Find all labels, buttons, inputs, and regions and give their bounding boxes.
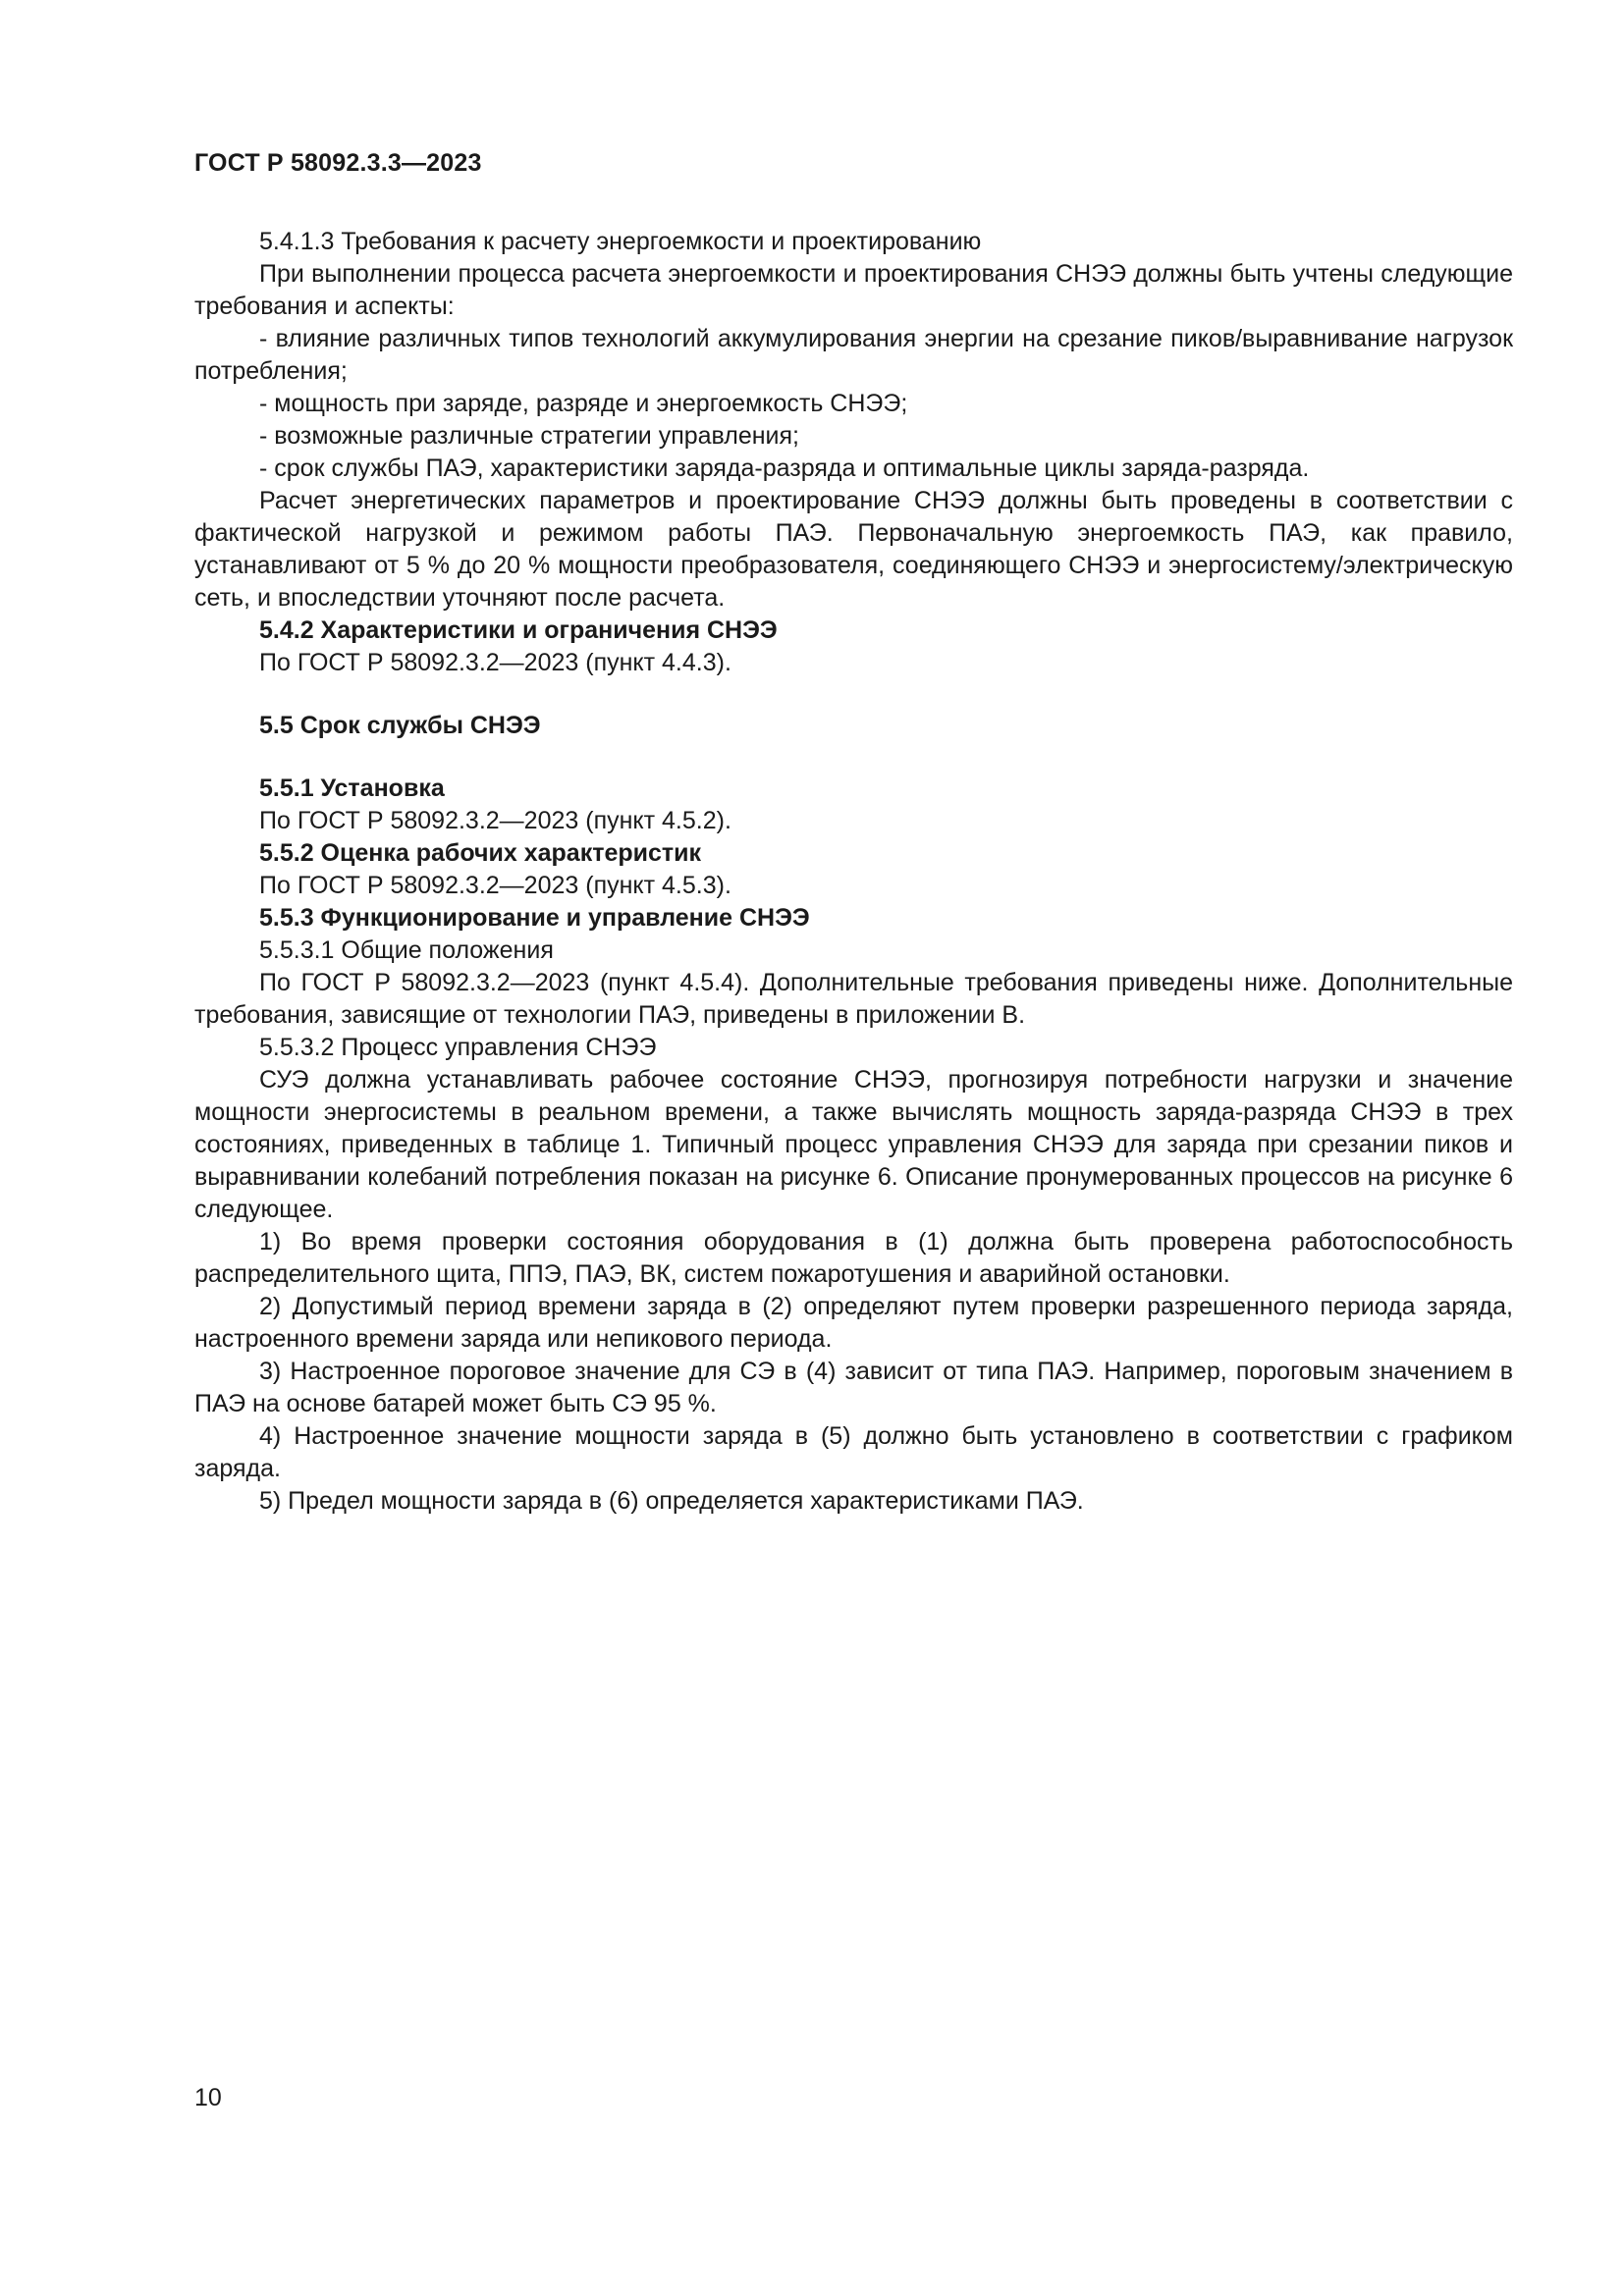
heading-5-4-2: 5.4.2 Характеристики и ограничения СНЭЭ bbox=[259, 616, 778, 644]
paragraph: При выполнении процесса расчета энергоемкости и проектирования СНЭЭ должны быть учтены следующие требования и аспекты: bbox=[194, 260, 1513, 320]
list-item: - возможные различные стратегии управления; bbox=[259, 422, 799, 450]
paragraph: Расчет энергетических параметров и проектирование СНЭЭ должны быть проведены в соответствии с фактической нагрузкой и режимом работы ПАЭ. Первоначальную энергоемкость ПАЭ, как правило, устанавливают от 5 % до 20 % мощности преобразователя, соединяющего СНЭЭ и энергосистему/электрическую сеть, и впоследствии уточняют после расчета. bbox=[194, 487, 1513, 612]
list-item: - мощность при заряде, разряде и энергоемкость СНЭЭ; bbox=[259, 390, 908, 417]
heading-5-5-1: 5.5.1 Установка bbox=[259, 774, 445, 802]
list-item: - срок службы ПАЭ, характеристики заряда-разряда и оптимальные циклы заряда-разряда. bbox=[259, 454, 1310, 482]
reference-paragraph: По ГОСТ Р 58092.3.2—2023 (пункт 4.4.3). bbox=[259, 649, 731, 676]
numbered-item: 2) Допустимый период времени заряда в (2) определяют путем проверки разрешенного периода заряда, настроенного времени заряда или непикового периода. bbox=[194, 1293, 1513, 1353]
reference-paragraph: По ГОСТ Р 58092.3.2—2023 (пункт 4.5.3). bbox=[259, 872, 731, 899]
list-item: - влияние различных типов технологий аккумулирования энергии на срезание пиков/выравнивание нагрузок потребления; bbox=[194, 325, 1513, 385]
numbered-item: 5) Предел мощности заряда в (6) определяется характеристиками ПАЭ. bbox=[259, 1487, 1084, 1515]
section-heading-5-5: 5.5 Срок службы СНЭЭ bbox=[259, 712, 541, 739]
page-number: 10 bbox=[194, 2084, 222, 2111]
document-body bbox=[194, 226, 1513, 1518]
paragraph: СУЭ должна устанавливать рабочее состояние СНЭЭ, прогнозируя потребности нагрузки и значение мощности энергосистемы в реальном времени, а также вычислять мощность заряда-разряда СНЭЭ в трех состояниях, приведенных в таблице 1. Типичный процесс управления СНЭЭ для заряда при срезании пиков и выравнивании колебаний потребления показан на рисунке 6. Описание пронумерованных процессов на рисунке 6 следующее. bbox=[194, 1066, 1513, 1223]
heading-5-5-2: 5.5.2 Оценка рабочих характеристик bbox=[259, 839, 702, 867]
reference-paragraph: По ГОСТ Р 58092.3.2—2023 (пункт 4.5.2). bbox=[259, 807, 731, 834]
subheading-5-5-3-2: 5.5.3.2 Процесс управления СНЭЭ bbox=[259, 1034, 657, 1061]
paragraph-5-4-1-3-title: 5.4.1.3 Требования к расчету энергоемкости и проектированию bbox=[259, 228, 982, 255]
numbered-item: 4) Настроенное значение мощности заряда в (5) должно быть установлено в соответствии с графиком заряда. bbox=[194, 1422, 1513, 1482]
numbered-item: 1) Во время проверки состояния оборудования в (1) должна быть проверена работоспособность распределительного щита, ППЭ, ПАЭ, ВК, систем пожаротушения и аварийной остановки. bbox=[194, 1228, 1513, 1288]
numbered-item: 3) Настроенное пороговое значение для СЭ в (4) зависит от типа ПАЭ. Например, пороговым значением в ПАЭ на основе батарей может быть СЭ 95 %. bbox=[194, 1358, 1513, 1417]
subheading-5-5-3-1: 5.5.3.1 Общие положения bbox=[259, 936, 554, 964]
heading-5-5-3: 5.5.3 Функционирование и управление СНЭЭ bbox=[259, 904, 810, 932]
document-code-header: ГОСТ Р 58092.3.3—2023 bbox=[194, 149, 482, 177]
paragraph: По ГОСТ Р 58092.3.2—2023 (пункт 4.5.4). Дополнительные требования приведены ниже. Дополнительные требования, зависящие от технологии ПАЭ, приведены в приложении В. bbox=[194, 969, 1513, 1029]
